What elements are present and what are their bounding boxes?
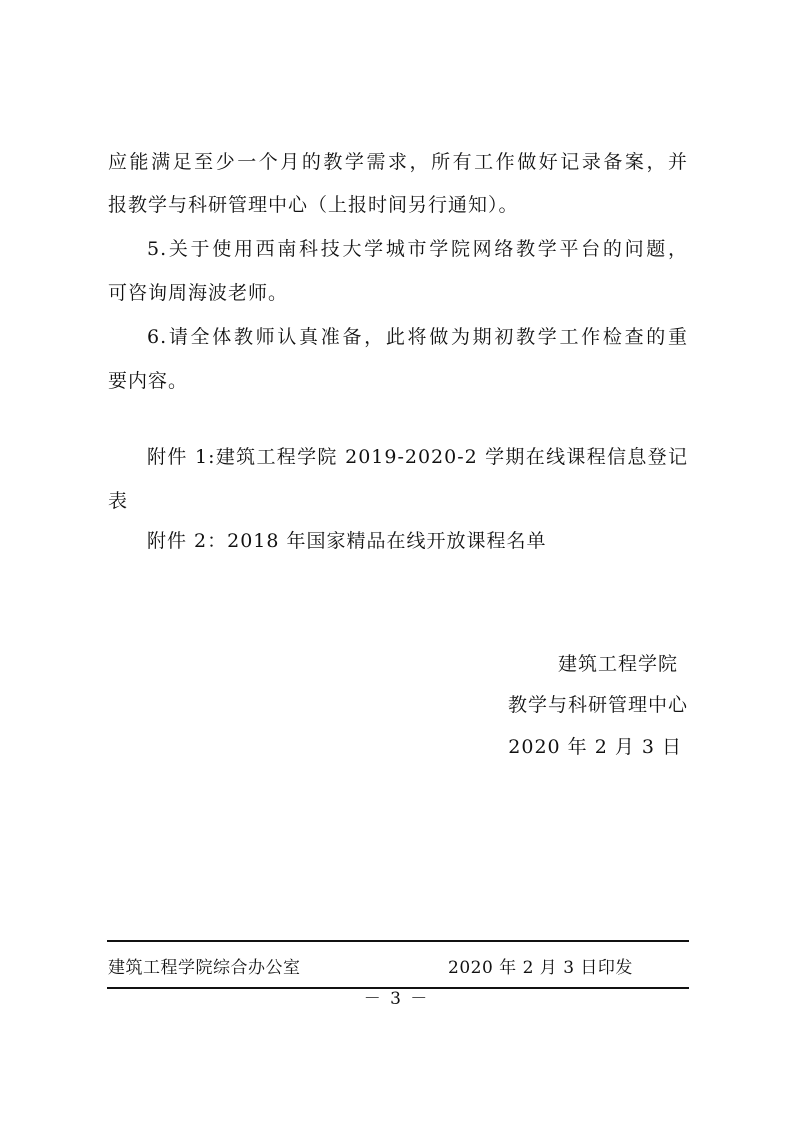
body-line-6: 要内容。 <box>108 370 189 392</box>
attachment-1-line: 附件 1:建筑工程学院 2019-2020-2 学期在线课程信息登记 <box>147 446 688 468</box>
footer-top-rule <box>107 940 689 942</box>
signature-org: 建筑工程学院 <box>557 653 678 675</box>
body-line-2: 报教学与科研管理中心（上报时间另行通知）。 <box>108 194 519 216</box>
attachment-1-continuation: 表 <box>108 490 129 512</box>
body-line-1: 应能满足至少一个月的教学需求，所有工作做好记录备案，并 <box>108 151 688 173</box>
footer-issuer: 建筑工程学院综合办公室 <box>108 958 301 978</box>
body-line-3: 5.关于使用西南科技大学城市学院网络教学平台的问题， <box>147 238 688 260</box>
page-number: － 3 － <box>363 989 430 1009</box>
attachment-2-line: 附件 2：2018 年国家精品在线开放课程名单 <box>147 530 547 552</box>
body-line-5: 6.请全体教师认真准备，此将做为期初教学工作检查的重 <box>147 326 688 348</box>
body-line-4: 可咨询周海波老师。 <box>108 282 289 304</box>
signature-dept: 教学与科研管理中心 <box>507 694 688 716</box>
signature-date: 2020 年 2 月 3 日 <box>508 736 682 758</box>
footer-issue-date: 2020 年 2 月 3 日印发 <box>448 958 633 978</box>
